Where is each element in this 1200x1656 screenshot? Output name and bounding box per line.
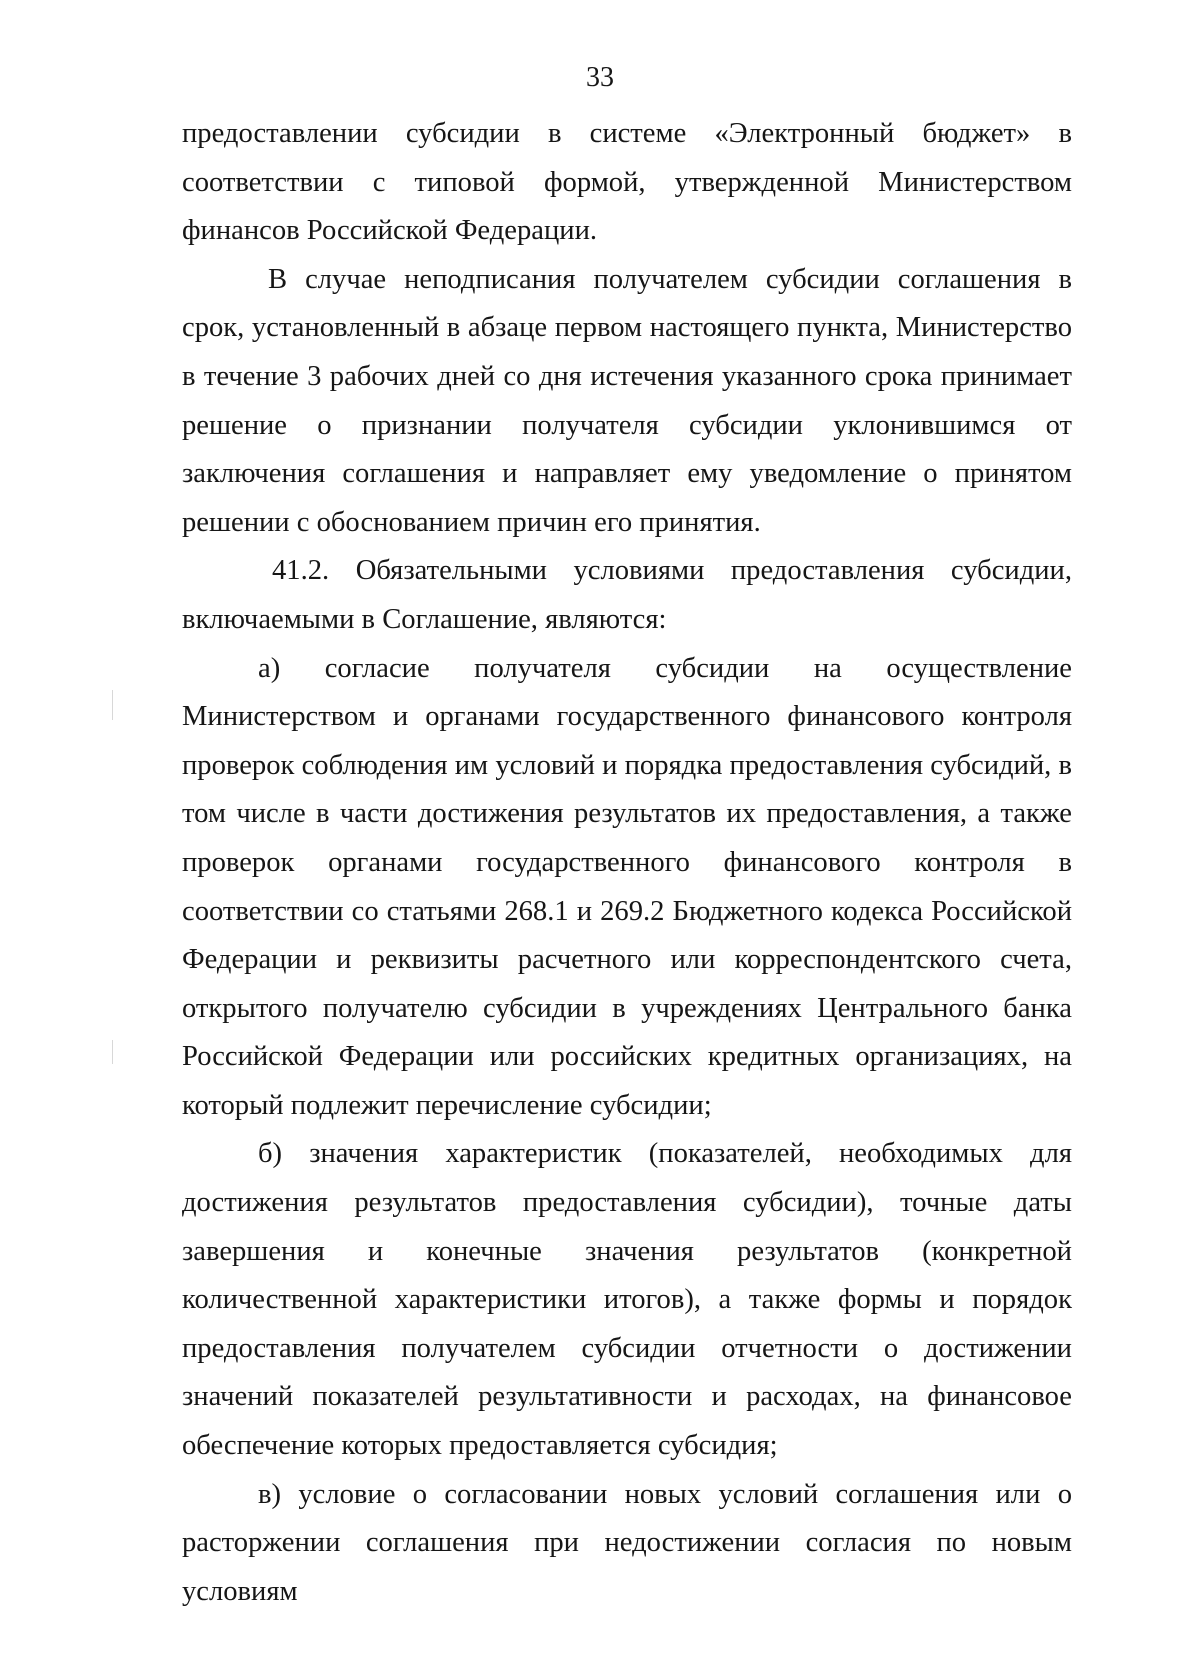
scan-artifact-mark [112,690,113,720]
paragraph-item-b: б) значения характеристик (показателей, необходимых для достижения результатов предоставления субсидии), точные даты завершения и конечные значения результатов (конкретной количественной характеристики итогов), а также формы и порядок предоставления получателем субсидии отчетности о достижении значений показателей результативности и расходах, на финансовое обеспечение которых предоставляется субсидия; [182,1138,1072,1462]
paragraph-non-signing-case: В случае неподписания получателем субсидии соглашения в срок, установленный в абзаце первом настоящего пункта, Министерство в течение 3 рабочих дней со дня истечения указанного срока принимает решение о признании получателя субсидии уклонившимся от заключения соглашения и направляет ему уведомление о принятом решении с обоснованием причин его принятия. [182,263,1072,538]
paragraph-item-v: в) условие о согласовании новых условий соглашения или о расторжении соглашения при недостижении согласия по новым условиям [182,1478,1072,1607]
paragraph-item-a: а) согласие получателя субсидии на осуществление Министерством и органами государственного финансового контроля проверок соблюдения им условий и порядка предоставления субсидий, в том числе в части достижения результатов их предоставления, а также проверок органами государственного финансового контроля в соответствии со статьями 268.1 и 269.2 Бюджетного кодекса Российской Федерации и реквизиты расчетного или корреспондентского счета, открытого получателю субсидии в учреждениях Центрального банка Российской Федерации или российских кредитных организациях, на который подлежит перечисление субсидии; [182,652,1072,1121]
paragraph-continuation: предоставлении субсидии в системе «Электронный бюджет» в соответствии с типовой формой, утвержденной Министерством финансов Российской Федерации. [182,118,1072,247]
paragraph-clause-41-2: 41.2. Обязательными условиями предоставления субсидии, включаемыми в Соглашение, являются: [182,555,1072,635]
page-number: 33 [586,62,614,93]
document-body [182,110,1072,1616]
scan-artifact-mark [112,1040,113,1064]
